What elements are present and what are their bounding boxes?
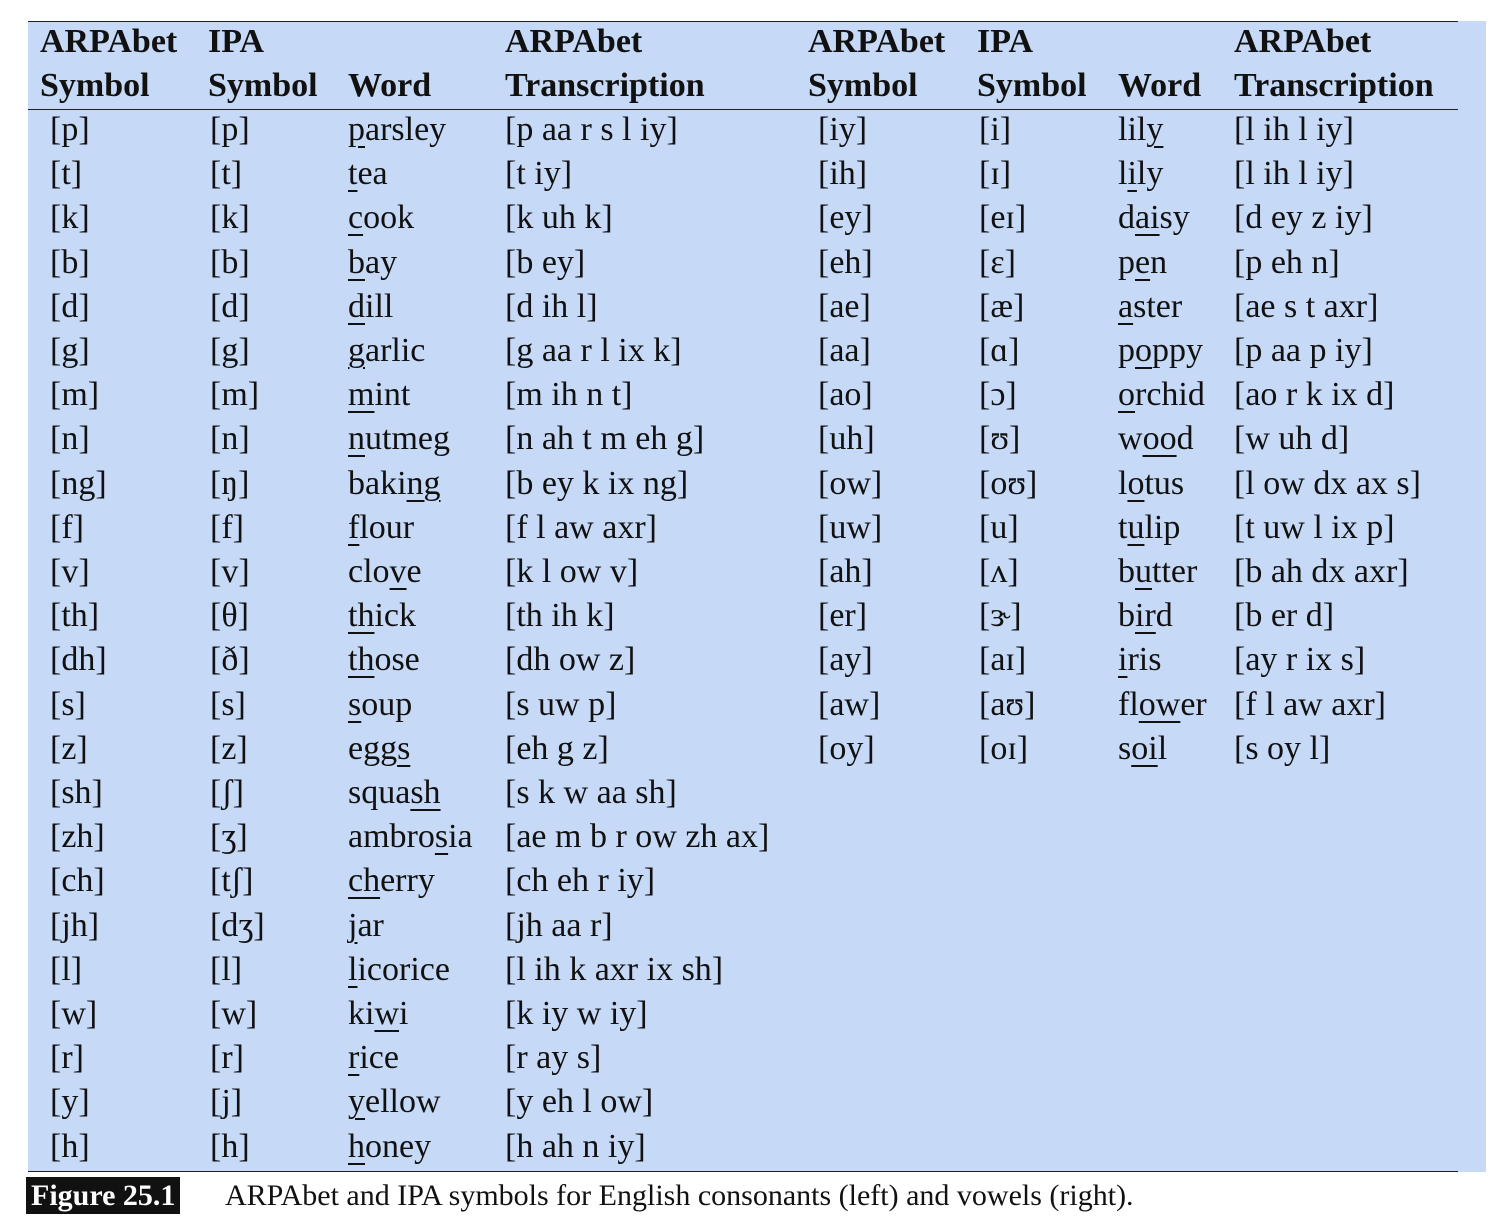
- consonant-word: [348, 594, 416, 638]
- consonant-arpabet-transcription: [b ey k ix ng]: [505, 464, 689, 502]
- vowel-arpabet-transcription: [b er d]: [1234, 597, 1335, 635]
- consonant-arpabet-symbol: [d]: [50, 287, 90, 325]
- word-highlighted-segment: j: [348, 906, 358, 944]
- vowel-word: [1118, 152, 1163, 196]
- vowel-word: [1118, 196, 1190, 240]
- vowel-arpabet-symbol: [ah]: [818, 553, 873, 590]
- word-highlighted-segment: d: [348, 287, 365, 325]
- consonant-word: [348, 152, 388, 196]
- word-highlighted-segment: o: [1135, 332, 1152, 369]
- consonant-arpabet-symbol: [l]: [50, 950, 83, 988]
- consonant-arpabet-symbol: [r]: [50, 1039, 84, 1077]
- word-suffix: lip: [1144, 508, 1181, 546]
- vowel-ipa-symbol: [oɪ]: [979, 729, 1029, 767]
- vowel-arpabet-transcription: [ae s t axr]: [1234, 287, 1379, 325]
- consonant-arpabet-transcription: [th ih k]: [505, 597, 615, 635]
- consonant-ipa-symbol: [g]: [210, 332, 250, 369]
- word-suffix: ly: [1136, 155, 1164, 193]
- consonant-arpabet-transcription: [b ey]: [505, 243, 586, 281]
- vowel-ipa-symbol: [ɝ]: [979, 597, 1022, 635]
- vowel-arpabet-transcription: [p aa p iy]: [1234, 332, 1373, 369]
- consonant-ipa-symbol: [h]: [210, 1127, 250, 1165]
- word-suffix: l: [1157, 729, 1168, 767]
- word-prefix: lil: [1118, 111, 1147, 148]
- vowel-arpabet-transcription: [b ah dx axr]: [1234, 553, 1409, 590]
- bottom-rule: [28, 1171, 1458, 1172]
- word-prefix: l: [1118, 464, 1128, 502]
- vowel-arpabet-transcription: [t uw l ix p]: [1234, 508, 1395, 546]
- consonant-ipa-symbol: [n]: [210, 420, 250, 458]
- word-highlighted-segment: y: [348, 1083, 365, 1121]
- word-suffix: ea: [357, 155, 388, 193]
- word-suffix: ice: [359, 1039, 399, 1077]
- word-suffix: tus: [1144, 464, 1185, 502]
- consonant-ipa-symbol: [p]: [210, 111, 250, 148]
- word-suffix: ellow: [365, 1083, 441, 1121]
- word-suffix: ppy: [1152, 332, 1203, 369]
- vowel-word: [1118, 373, 1205, 417]
- consonant-word: [348, 550, 422, 594]
- consonant-word: [348, 638, 420, 682]
- vowel-arpabet-symbol: [uw]: [818, 508, 883, 546]
- consonant-word: [348, 462, 441, 506]
- word-suffix: ris: [1127, 641, 1162, 679]
- consonant-ipa-symbol: [f]: [210, 508, 244, 546]
- consonant-ipa-symbol: [t]: [210, 155, 243, 193]
- consonant-arpabet-symbol: [zh]: [50, 818, 105, 856]
- word-prefix: egg: [348, 729, 398, 767]
- header-ipa-symbol-consonant: Symbol: [208, 67, 318, 104]
- word-highlighted-segment: v: [389, 553, 407, 590]
- word-suffix: e: [406, 553, 422, 590]
- word-highlighted-segment: o: [1127, 464, 1145, 502]
- word-prefix: clo: [348, 553, 390, 590]
- consonant-arpabet-symbol: [f]: [50, 508, 84, 546]
- word-suffix: rchid: [1135, 376, 1205, 414]
- word-prefix: ki: [348, 995, 375, 1032]
- word-highlighted-segment: ai: [1135, 199, 1160, 237]
- vowel-word: [1118, 506, 1180, 550]
- word-suffix: erry: [380, 862, 435, 900]
- consonant-arpabet-symbol: [z]: [50, 729, 88, 767]
- word-highlighted-segment: i: [1127, 155, 1137, 193]
- consonant-arpabet-symbol: [m]: [50, 376, 100, 414]
- word-suffix: ster: [1133, 287, 1183, 325]
- vowel-arpabet-transcription: [f l aw axr]: [1234, 685, 1386, 723]
- consonant-arpabet-transcription: [jh aa r]: [505, 906, 613, 944]
- vowel-ipa-symbol: [eɪ]: [979, 199, 1027, 237]
- vowel-ipa-symbol: [aɪ]: [979, 641, 1027, 679]
- word-prefix: ambro: [348, 818, 435, 856]
- word-suffix: sy: [1159, 199, 1190, 237]
- vowel-word: [1118, 329, 1203, 373]
- consonant-ipa-symbol: [w]: [210, 995, 258, 1032]
- word-highlighted-segment: m: [348, 376, 375, 414]
- word-highlighted-segment: ng: [406, 464, 441, 502]
- word-suffix: d: [1176, 420, 1194, 458]
- vowel-arpabet-transcription: [p eh n]: [1234, 243, 1340, 281]
- header-arpabet-symbol-vowel: Symbol: [808, 67, 918, 104]
- vowel-word: [1118, 108, 1163, 152]
- figure-caption: ARPAbet and IPA symbols for English consonants (left) and vowels (right).: [225, 1179, 1134, 1212]
- consonant-ipa-symbol: [tʃ]: [210, 862, 254, 900]
- consonant-arpabet-transcription: [dh ow z]: [505, 641, 636, 679]
- consonant-arpabet-transcription: [n ah t m eh g]: [505, 420, 705, 458]
- word-suffix: int: [374, 376, 411, 414]
- consonant-word: [348, 506, 414, 550]
- header-ipa-symbol-vowel: IPA: [977, 23, 1034, 60]
- vowel-arpabet-symbol: [er]: [818, 597, 868, 635]
- vowel-word: [1118, 241, 1167, 285]
- header-arpabet-symbol-vowel: ARPAbet: [808, 23, 946, 60]
- consonant-word: [348, 992, 408, 1036]
- vowel-arpabet-transcription: [l ih l iy]: [1234, 111, 1354, 148]
- word-prefix: baki: [348, 464, 407, 502]
- word-prefix: t: [1118, 508, 1128, 546]
- consonant-arpabet-transcription: [f l aw axr]: [505, 508, 657, 546]
- vowel-arpabet-symbol: [ow]: [818, 464, 883, 502]
- consonant-ipa-symbol: [b]: [210, 243, 250, 281]
- word-highlighted-segment: r: [348, 1039, 360, 1077]
- consonant-arpabet-symbol: [b]: [50, 243, 90, 281]
- word-suffix: n: [1150, 243, 1168, 281]
- vowel-ipa-symbol: [ɪ]: [979, 155, 1012, 193]
- consonant-ipa-symbol: [l]: [210, 950, 243, 988]
- consonant-arpabet-symbol: [ng]: [50, 464, 107, 502]
- consonant-arpabet-symbol: [sh]: [50, 774, 103, 811]
- header-arpabet-symbol-consonant: Symbol: [40, 67, 150, 104]
- consonant-arpabet-transcription: [k l ow v]: [505, 553, 639, 590]
- vowel-ipa-symbol: [æ]: [979, 287, 1025, 325]
- word-highlighted-segment: b: [348, 243, 365, 281]
- consonant-arpabet-symbol: [v]: [50, 553, 90, 590]
- consonant-word: [348, 1036, 399, 1080]
- word-highlighted-segment: s: [348, 685, 362, 723]
- consonant-arpabet-transcription: [k uh k]: [505, 199, 613, 237]
- consonant-arpabet-transcription: [ae m b r ow zh ax]: [505, 818, 770, 856]
- word-suffix: arsley: [365, 111, 447, 148]
- vowel-word: [1118, 683, 1207, 727]
- consonant-ipa-symbol: [dʒ]: [210, 906, 265, 944]
- consonant-word: [348, 196, 414, 240]
- vowel-arpabet-transcription: [l ih l iy]: [1234, 155, 1354, 193]
- vowel-ipa-symbol: [u]: [979, 508, 1019, 546]
- word-suffix: ook: [363, 199, 415, 237]
- word-highlighted-segment: s: [434, 818, 449, 856]
- consonant-arpabet-transcription: [m ih n t]: [505, 376, 633, 414]
- vowel-arpabet-symbol: [uh]: [818, 420, 875, 458]
- consonant-arpabet-transcription: [eh g z]: [505, 729, 609, 767]
- word-prefix: squa: [348, 774, 411, 811]
- word-prefix: d: [1118, 199, 1135, 237]
- word-highlighted-segment: f: [348, 508, 360, 546]
- consonant-arpabet-symbol: [g]: [50, 332, 90, 369]
- word-highlighted-segment: th: [348, 641, 375, 679]
- word-highlighted-segment: i: [1118, 641, 1128, 679]
- consonant-arpabet-symbol: [w]: [50, 995, 98, 1032]
- consonant-word: [348, 815, 473, 859]
- consonant-word: [348, 1080, 441, 1124]
- figure-label: Figure 25.1: [26, 1177, 180, 1214]
- word-highlighted-segment: y: [1146, 111, 1164, 148]
- vowel-arpabet-symbol: [oy]: [818, 729, 875, 767]
- word-suffix: arlic: [365, 332, 426, 369]
- vowel-word: [1118, 550, 1197, 594]
- header-arpabet-transcription-consonant: Transcription: [505, 67, 705, 104]
- word-highlighted-segment: s: [397, 729, 411, 767]
- consonant-arpabet-transcription: [p aa r s l iy]: [505, 111, 678, 148]
- word-suffix: oup: [361, 685, 413, 723]
- word-prefix: fl: [1118, 685, 1139, 723]
- consonant-word: [348, 329, 425, 373]
- consonant-arpabet-symbol: [dh]: [50, 641, 107, 679]
- consonant-arpabet-transcription: [d ih l]: [505, 287, 598, 325]
- consonant-arpabet-transcription: [ch eh r iy]: [505, 862, 656, 900]
- consonant-arpabet-transcription: [r ay s]: [505, 1039, 602, 1077]
- consonant-word: [348, 948, 450, 992]
- vowel-arpabet-transcription: [d ey z iy]: [1234, 199, 1373, 237]
- word-suffix: ose: [374, 641, 420, 679]
- consonant-ipa-symbol: [k]: [210, 199, 250, 237]
- word-suffix: ick: [374, 597, 416, 635]
- vowel-arpabet-symbol: [aw]: [818, 685, 881, 723]
- word-prefix: b: [1118, 553, 1135, 590]
- word-prefix: w: [1118, 420, 1143, 458]
- vowel-ipa-symbol: [i]: [979, 111, 1012, 148]
- vowel-ipa-symbol: [oʊ]: [979, 464, 1038, 502]
- vowel-arpabet-transcription: [ay r ix s]: [1234, 641, 1366, 679]
- header-word-vowel: Word: [1118, 67, 1202, 104]
- word-highlighted-segment: a: [1118, 287, 1134, 325]
- word-suffix: ill: [365, 287, 394, 325]
- consonant-arpabet-symbol: [ch]: [50, 862, 105, 900]
- vowel-word: [1118, 462, 1184, 506]
- consonant-word: [348, 417, 450, 461]
- consonant-ipa-symbol: [s]: [210, 685, 246, 723]
- consonant-word: [348, 727, 410, 771]
- vowel-arpabet-symbol: [ae]: [818, 287, 871, 325]
- consonant-word: [348, 1125, 431, 1169]
- word-highlighted-segment: ch: [348, 862, 381, 900]
- word-suffix: ar: [357, 906, 384, 944]
- consonant-word: [348, 108, 446, 152]
- word-suffix: icorice: [357, 950, 450, 988]
- vowel-arpabet-symbol: [ih]: [818, 155, 868, 193]
- consonant-ipa-symbol: [ʃ]: [210, 774, 244, 811]
- header-arpabet-symbol-consonant: ARPAbet: [40, 23, 178, 60]
- header-arpabet-transcription-vowel: Transcription: [1234, 67, 1434, 104]
- vowel-ipa-symbol: [ʊ]: [979, 420, 1021, 458]
- consonant-ipa-symbol: [j]: [210, 1083, 243, 1121]
- header-arpabet-transcription-vowel: ARPAbet: [1234, 23, 1372, 60]
- word-highlighted-segment: p: [348, 111, 365, 148]
- vowel-word: [1118, 594, 1173, 638]
- word-suffix: i: [399, 995, 409, 1032]
- word-highlighted-segment: u: [1127, 508, 1145, 546]
- consonant-ipa-symbol: [z]: [210, 729, 248, 767]
- consonant-arpabet-symbol: [jh]: [50, 906, 100, 944]
- consonant-word: [348, 904, 384, 948]
- word-highlighted-segment: h: [348, 1127, 365, 1165]
- vowel-ipa-symbol: [ɔ]: [979, 376, 1017, 414]
- vowel-arpabet-transcription: [s oy l]: [1234, 729, 1331, 767]
- word-highlighted-segment: ir: [1135, 597, 1156, 635]
- consonant-arpabet-symbol: [k]: [50, 199, 90, 237]
- word-highlighted-segment: oo: [1142, 420, 1177, 458]
- vowel-arpabet-symbol: [iy]: [818, 111, 868, 148]
- header-arpabet-transcription-consonant: ARPAbet: [505, 23, 643, 60]
- consonant-ipa-symbol: [ð]: [210, 641, 250, 679]
- vowel-arpabet-symbol: [ey]: [818, 199, 873, 237]
- consonant-arpabet-transcription: [y eh l ow]: [505, 1083, 654, 1121]
- header-ipa-symbol-vowel: Symbol: [977, 67, 1087, 104]
- consonant-arpabet-symbol: [n]: [50, 420, 90, 458]
- consonant-ipa-symbol: [r]: [210, 1039, 244, 1077]
- consonant-arpabet-symbol: [s]: [50, 685, 86, 723]
- header-word-consonant: Word: [348, 67, 432, 104]
- word-highlighted-segment: t: [348, 155, 358, 193]
- word-highlighted-segment: th: [348, 597, 375, 635]
- vowel-ipa-symbol: [aʊ]: [979, 685, 1036, 723]
- consonant-arpabet-symbol: [y]: [50, 1083, 90, 1121]
- vowel-arpabet-transcription: [l ow dx ax s]: [1234, 464, 1421, 502]
- word-prefix: b: [1118, 597, 1135, 635]
- consonant-ipa-symbol: [m]: [210, 376, 260, 414]
- consonant-ipa-symbol: [θ]: [210, 597, 249, 635]
- vowel-word: [1118, 285, 1182, 329]
- word-highlighted-segment: e: [1135, 243, 1151, 281]
- consonant-ipa-symbol: [d]: [210, 287, 250, 325]
- vowel-ipa-symbol: [ɛ]: [979, 243, 1016, 281]
- word-highlighted-segment: w: [374, 995, 400, 1032]
- consonant-arpabet-transcription: [s uw p]: [505, 685, 617, 723]
- vowel-arpabet-symbol: [ay]: [818, 641, 873, 679]
- word-highlighted-segment: l: [348, 950, 358, 988]
- consonant-ipa-symbol: [ŋ]: [210, 464, 250, 502]
- vowel-word: [1118, 727, 1167, 771]
- word-highlighted-segment: n: [348, 420, 365, 458]
- vowel-arpabet-symbol: [aa]: [818, 332, 871, 369]
- consonant-arpabet-transcription: [g aa r l ix k]: [505, 332, 682, 369]
- consonant-word: [348, 771, 441, 815]
- word-highlighted-segment: ow: [1138, 685, 1181, 723]
- word-highlighted-segment: u: [1135, 553, 1152, 590]
- word-suffix: ay: [365, 243, 398, 281]
- word-prefix: p: [1118, 332, 1135, 369]
- word-prefix: l: [1118, 155, 1128, 193]
- vowel-word: [1118, 638, 1161, 682]
- word-highlighted-segment: g: [348, 332, 365, 369]
- word-suffix: er: [1180, 685, 1207, 723]
- consonant-arpabet-transcription: [t iy]: [505, 155, 573, 193]
- vowel-word: [1118, 417, 1194, 461]
- word-highlighted-segment: c: [348, 199, 364, 237]
- word-prefix: p: [1118, 243, 1135, 281]
- consonant-arpabet-symbol: [p]: [50, 111, 90, 148]
- consonant-word: [348, 373, 410, 417]
- word-highlighted-segment: oi: [1131, 729, 1158, 767]
- vowel-arpabet-symbol: [ao]: [818, 376, 873, 414]
- vowel-arpabet-symbol: [eh]: [818, 243, 873, 281]
- word-suffix: d: [1155, 597, 1173, 635]
- vowel-arpabet-transcription: [ao r k ix d]: [1234, 376, 1395, 414]
- consonant-ipa-symbol: [v]: [210, 553, 250, 590]
- vowel-ipa-symbol: [ɑ]: [979, 332, 1020, 369]
- word-suffix: ia: [448, 818, 473, 856]
- vowel-arpabet-transcription: [w uh d]: [1234, 420, 1350, 458]
- word-suffix: utmeg: [365, 420, 450, 458]
- consonant-arpabet-symbol: [h]: [50, 1127, 90, 1165]
- header-ipa-symbol-consonant: IPA: [208, 23, 265, 60]
- consonant-arpabet-symbol: [th]: [50, 597, 100, 635]
- consonant-word: [348, 285, 393, 329]
- consonant-arpabet-transcription: [s k w aa sh]: [505, 774, 677, 811]
- word-suffix: tter: [1152, 553, 1198, 590]
- consonant-word: [348, 683, 412, 727]
- word-suffix: lour: [359, 508, 415, 546]
- consonant-arpabet-symbol: [t]: [50, 155, 83, 193]
- consonant-word: [348, 859, 435, 903]
- word-highlighted-segment: sh: [410, 774, 441, 811]
- consonant-arpabet-transcription: [l ih k axr ix sh]: [505, 950, 724, 988]
- consonant-arpabet-transcription: [h ah n iy]: [505, 1127, 646, 1165]
- consonant-arpabet-transcription: [k iy w iy]: [505, 995, 648, 1032]
- word-highlighted-segment: o: [1118, 376, 1135, 414]
- vowel-ipa-symbol: [ʌ]: [979, 553, 1019, 590]
- word-suffix: oney: [365, 1127, 432, 1165]
- consonant-word: [348, 241, 397, 285]
- consonant-ipa-symbol: [ʒ]: [210, 818, 248, 856]
- word-prefix: s: [1118, 729, 1132, 767]
